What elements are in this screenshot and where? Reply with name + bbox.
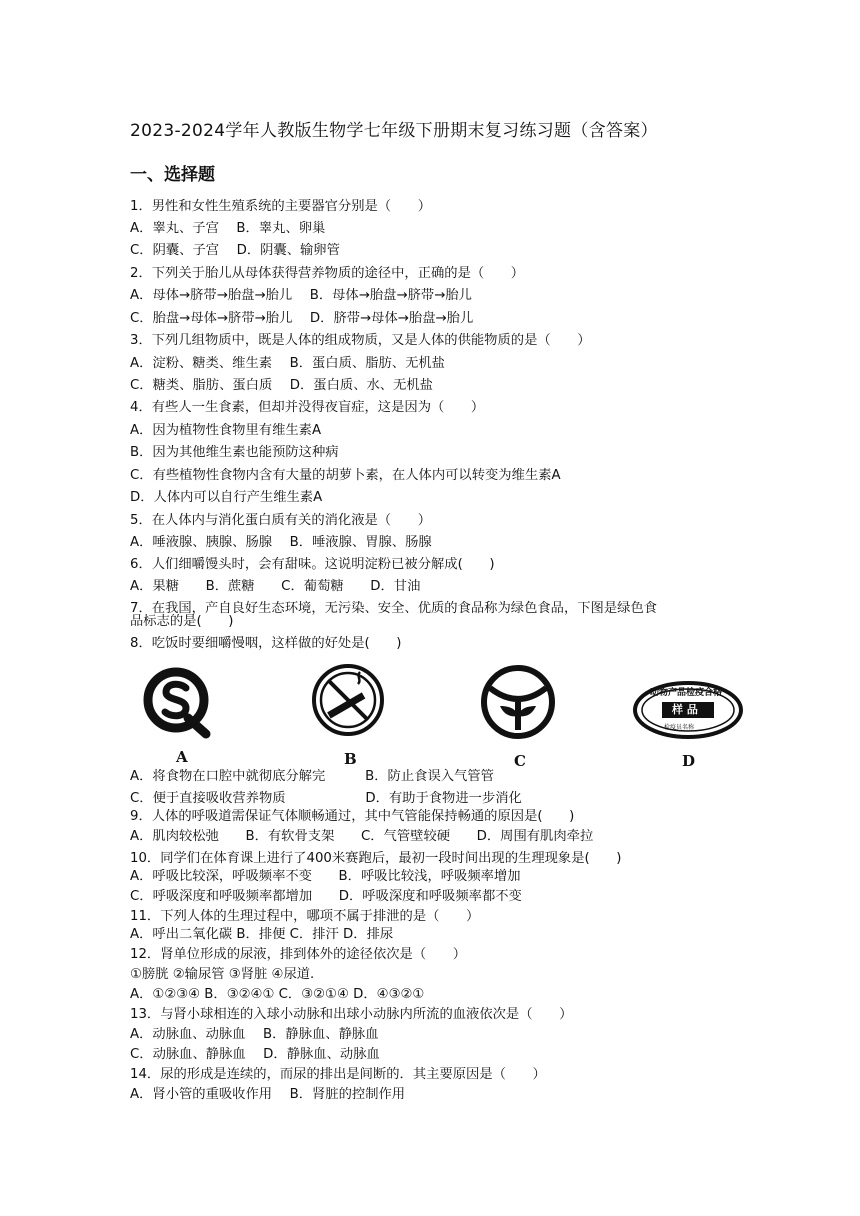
stamp-top-text: 动物产品检疫合格 (650, 688, 723, 698)
option-line: C．有些植物性食物内含有大量的胡萝卜素，在人体内可以转变为维生素A (130, 468, 561, 483)
question-line: 1．男性和女性生殖系统的主要器官分别是（ ） (130, 199, 431, 214)
question-line: 7．在我国，产自良好生态环境，无污染、安全、优质的食品称为绿色食品，下图是绿色食 (130, 601, 658, 616)
option-line: A．动脉血、动脉血 B．静脉血、静脉血 (130, 1027, 379, 1042)
question-line: 5．在人体内与消化蛋白质有关的消化液是（ ） (130, 513, 431, 528)
question-line: 品标志的是( ) (130, 614, 234, 629)
logo-label-c: C (514, 752, 526, 770)
question-line: 12．肾单位形成的尿液，排到体外的途径依次是（ ） (130, 947, 467, 962)
option-line: B．因为其他维生素也能预防这种病 (130, 445, 339, 460)
logo-label-b: B (344, 750, 357, 768)
option-line: A．母体→脐带→胎盘→胎儿 B．母体→胎盘→脐带→胎儿 (130, 288, 472, 303)
option-line: A．肾小管的重吸收作用 B．肾脏的控制作用 (130, 1087, 406, 1102)
option-line: A．肌肉较松弛 B．有软骨支架 C．气管壁较硬 D．周围有肌肉牵拉 (130, 829, 594, 844)
option-line: A．①②③④ B．③②④① C．③②①④ D．④③②① (130, 987, 425, 1002)
option-line: C．呼吸深度和呼吸频率都增加 D．呼吸深度和呼吸频率都不变 (130, 889, 522, 904)
option-line: A．呼吸比较深，呼吸频率不变 B．呼吸比较浅，呼吸频率增加 (130, 869, 521, 884)
option-line: A．唾液腺、胰腺、肠腺 B．唾液腺、胃腺、肠腺 (130, 535, 432, 550)
logo-label-a: A (176, 748, 188, 766)
option-line: C．胎盘→母体→脐带→胎儿 D．脐带→母体→胎盘→胎儿 (130, 311, 474, 326)
option-line: D．人体内可以自行产生维生素A (130, 490, 323, 505)
option-line: C．阴囊、子宫 D．阴囊、输卵管 (130, 243, 340, 258)
qs-logo-icon (136, 662, 220, 746)
question-line: 13．与肾小球相连的入球小动脉和出球小动脉内所流的血液依次是（ ） (130, 1007, 573, 1022)
section-heading: 一、选择题 (130, 165, 215, 185)
logo-label-d: D (682, 752, 696, 770)
question-line: 10．同学们在体育课上进行了400米赛跑后，最初一段时间出现的生理现象是( ) (130, 851, 622, 866)
stamp-bottom-text: 检疫员名称 (664, 724, 695, 731)
logo-option-d (632, 680, 744, 770)
stamp-mid-text: 样 品 (672, 703, 698, 716)
document-title: 2023-2024学年人教版生物学七年级下册期末复习练习题（含答案） (130, 121, 658, 141)
question-line: 2．下列关于胎儿从母体获得营养物质的途径中，正确的是（ ） (130, 266, 525, 281)
option-line: C．糖类、脂肪、蛋白质 D．蛋白质、水、无机盐 (130, 378, 433, 393)
question-line: 8．吃饭时要细嚼慢咽，这样做的好处是( ) (130, 636, 402, 651)
green-food-logo-options (130, 662, 750, 770)
option-line: ①膀胱 ②输尿管 ③肾脏 ④尿道. (130, 967, 315, 982)
option-line: A．果糖 B．蔗糖 C．葡萄糖 D．甘油 (130, 579, 421, 594)
option-line: A．淀粉、糖类、维生素 B．蛋白质、脂肪、无机盐 (130, 356, 445, 371)
no-smoking-icon (306, 662, 390, 746)
option-line: A．呼出二氧化碳 B．排便 C．排汗 D．排尿 (130, 927, 394, 942)
question-line: 11．下列人体的生理过程中，哪项不属于排泄的是（ ） (130, 909, 480, 924)
green-food-icon (476, 662, 560, 746)
question-line: 9．人体的呼吸道需保证气体顺畅通过，其中气管能保持畅通的原因是( ) (130, 809, 575, 824)
option-line: C．动脉血、静脉血 D．静脉血、动脉血 (130, 1047, 380, 1062)
option-line: A．将食物在口腔中就彻底分解完 B．防止食误入气管管 (130, 769, 494, 784)
option-line: A．因为植物性食物里有维生素A (130, 423, 322, 438)
logo-option-a (136, 662, 220, 766)
option-line: C．便于直接吸收营养物质 D．有助于食物进一步消化 (130, 791, 522, 806)
logo-option-c (476, 662, 560, 770)
question-line: 3．下列几组物质中，既是人体的组成物质，又是人体的供能物质的是（ ） (130, 333, 591, 348)
question-line: 14．尿的形成是连续的，而尿的排出是间断的．其主要原因是（ ） (130, 1067, 546, 1082)
question-line: 6．人们细嚼馒头时，会有甜味。这说明淀粉已被分解成( ) (130, 557, 495, 572)
option-line: A．睾丸、子宫 B．睾丸、卵巢 (130, 221, 326, 236)
question-line: 4．有些人一生食素，但却并没得夜盲症，这是因为（ ） (130, 400, 485, 415)
logo-option-b (306, 662, 390, 768)
